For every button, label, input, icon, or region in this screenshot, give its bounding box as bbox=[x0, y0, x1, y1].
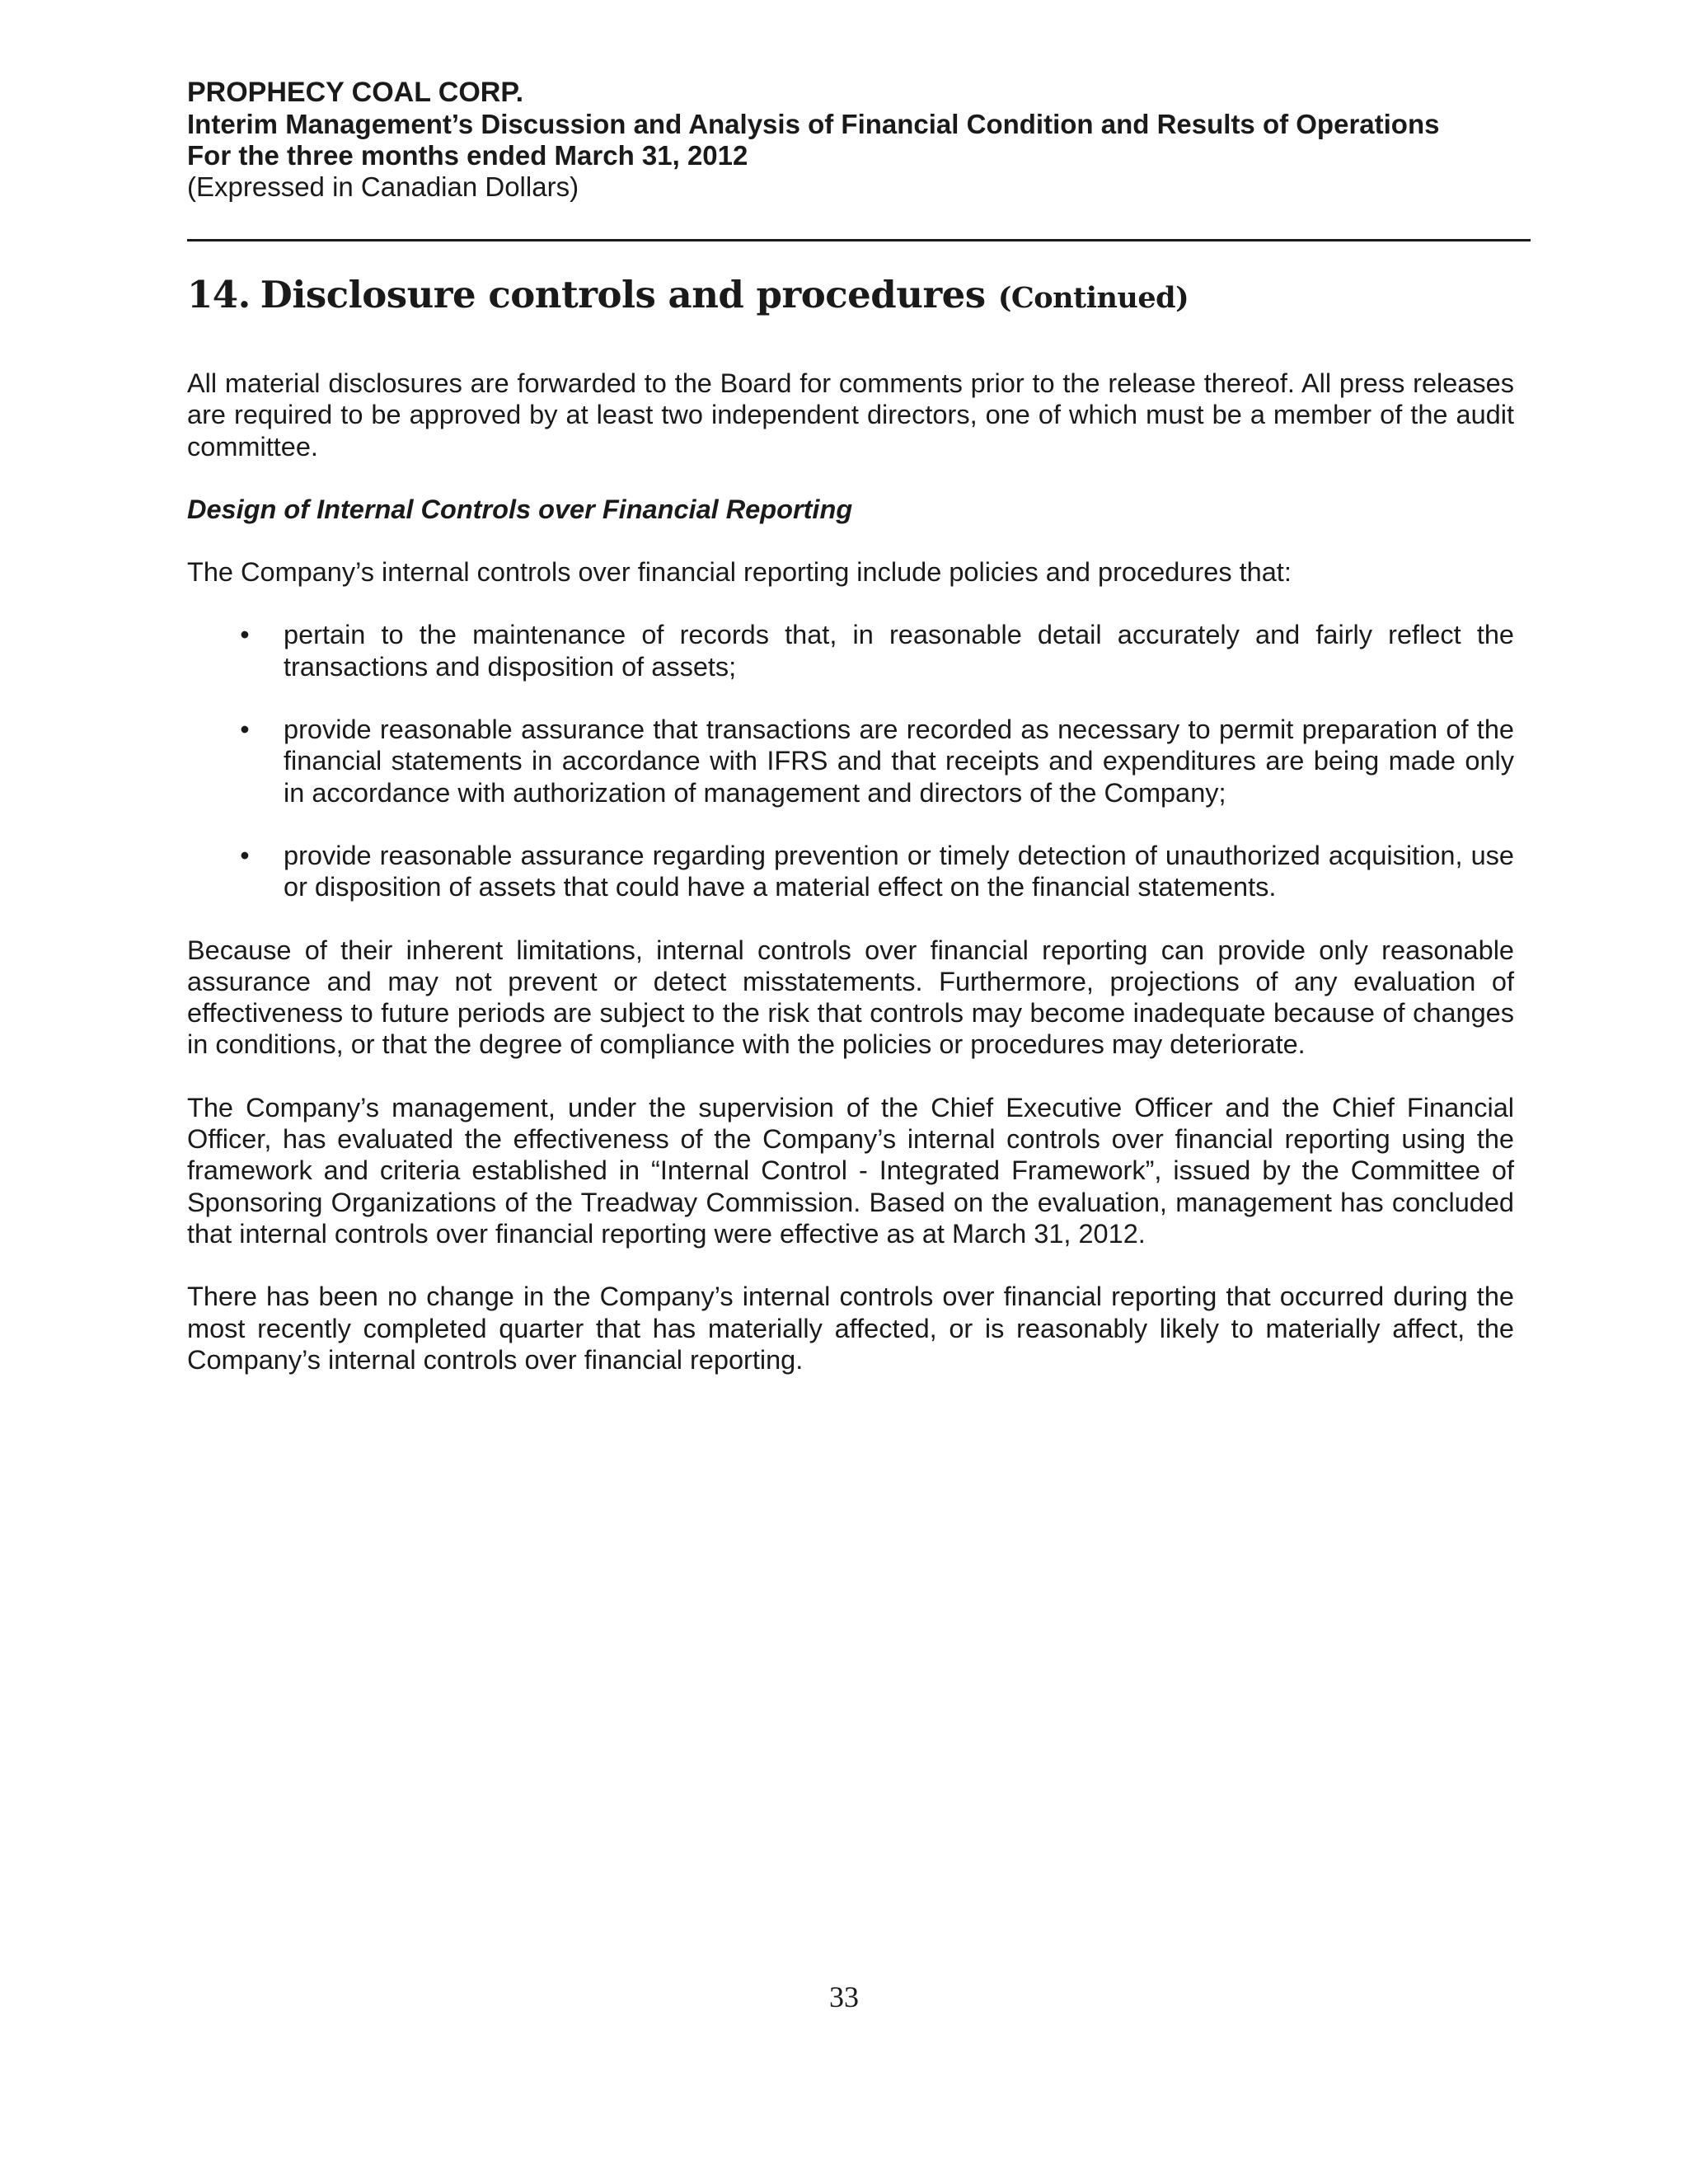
section-number: 14. bbox=[187, 273, 251, 316]
list-item-text: provide reasonable assurance that transactions are recorded as necessary to permit preparation of the financial statements in accordance with IFRS and that receipts and expenditures are being made only in accordance with authorization of management and directors of the Company; bbox=[284, 715, 1514, 808]
company-name: PROPHECY COAL CORP. bbox=[187, 77, 524, 108]
list-item-text: provide reasonable assurance regarding prevention or timely detection of unauthorized acquisition, use or disposition of assets that could have a material effect on the financial statements. bbox=[284, 840, 1514, 902]
intro-paragraph: All material disclosures are forwarded to the Board for comments prior to the release thereof. All press releases are required to be approved by at least two independent directors, one of which must be a member of the audit committee. bbox=[187, 368, 1514, 462]
page-header bbox=[187, 76, 1539, 203]
limitations-paragraph: Because of their inherent limitations, internal controls over financial reporting can provide only reasonable assurance and may not prevent or detect misstatements. Furthermore, projections of any evaluation of effectiveness to future periods are subject to the risk that controls may become inadequate because of changes in conditions, or that the degree of compliance with the policies or procedures may deteriorate. bbox=[187, 935, 1514, 1060]
section-continued: (Continued) bbox=[997, 281, 1189, 315]
page-number: 33 bbox=[829, 1980, 859, 2013]
header-divider bbox=[187, 239, 1531, 241]
controls-bullet-list bbox=[187, 619, 1514, 902]
section-body bbox=[187, 368, 1514, 1407]
bullet-icon: • bbox=[240, 840, 250, 870]
list-item-text: pertain to the maintenance of records that, in reasonable detail accurately and fairly reflect the transactions and disposition of assets; bbox=[284, 620, 1514, 682]
no-change-paragraph: There has been no change in the Company’s internal controls over financial reporting that occurred during the most recently completed quarter that has materially affected, or is reasonably likely to materially affect, the Company’s internal controls over financial reporting. bbox=[187, 1282, 1514, 1375]
section-title: Disclosure controls and procedures bbox=[260, 273, 986, 316]
list-item bbox=[187, 840, 1514, 903]
report-title: Interim Management’s Discussion and Analysis of Financial Condition and Results of Operations bbox=[187, 109, 1440, 139]
list-item bbox=[187, 714, 1514, 808]
lead-paragraph: The Company’s internal controls over financial reporting include policies and procedures that: bbox=[187, 557, 1292, 588]
report-period: For the three months ended March 31, 2012 bbox=[187, 140, 748, 171]
subheading: Design of Internal Controls over Financial Reporting bbox=[187, 494, 853, 524]
bullet-icon: • bbox=[240, 715, 250, 745]
bullet-icon: • bbox=[240, 620, 250, 650]
list-item bbox=[187, 619, 1514, 682]
currency-note: (Expressed in Canadian Dollars) bbox=[187, 171, 579, 202]
section-heading bbox=[187, 270, 1189, 323]
evaluation-paragraph: The Company’s management, under the supervision of the Chief Executive Officer and the Chief Financial Officer, has evaluated the effectiveness of the Company’s internal controls over financial reporting using the framework and criteria established in “Internal Control - Integrated Framework”, issued by the Committee of Sponsoring Organizations of the Treadway Commission. Based on the evaluation, management has concluded that internal controls over financial reporting were effective as at March 31, 2012. bbox=[187, 1092, 1514, 1249]
